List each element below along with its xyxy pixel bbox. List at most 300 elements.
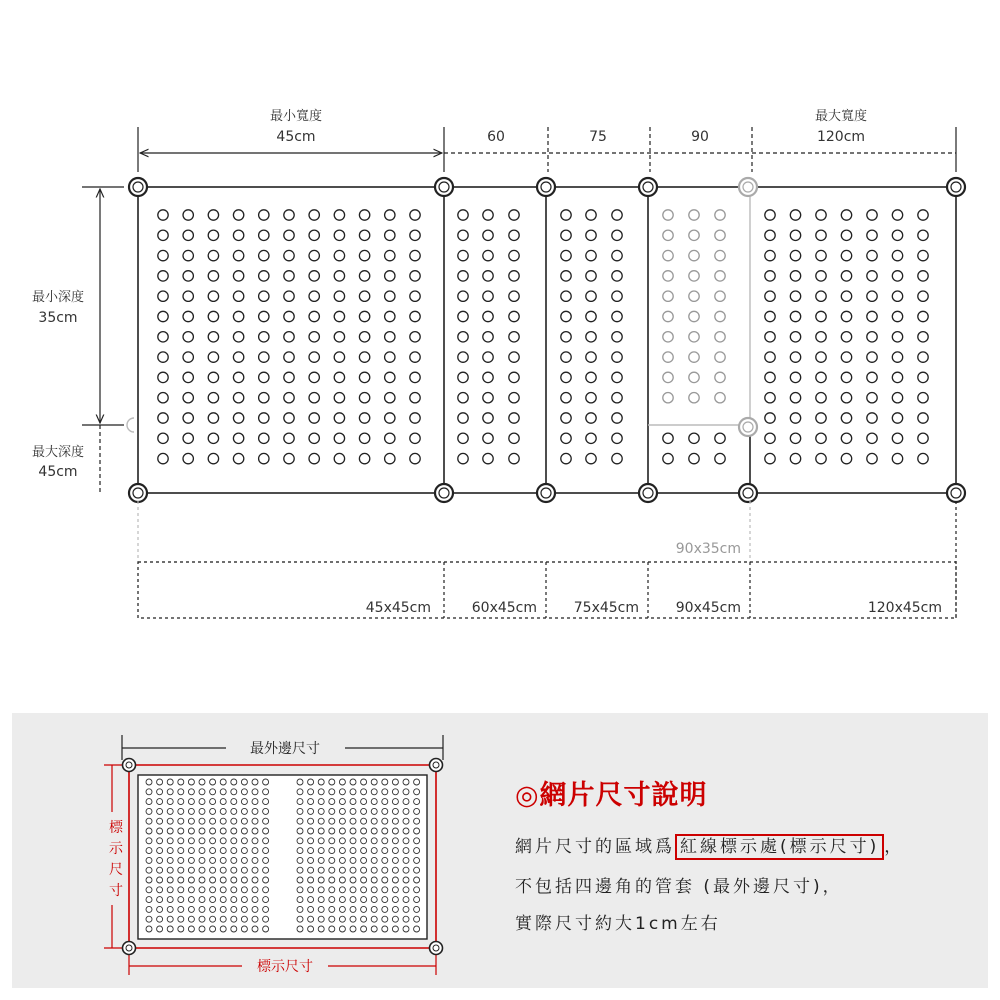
mesh-hole bbox=[841, 230, 851, 240]
mesh-hole bbox=[458, 210, 468, 220]
mesh-hole bbox=[309, 453, 319, 463]
mesh-hole bbox=[385, 291, 395, 301]
mesh-hole bbox=[765, 250, 775, 260]
mesh-hole bbox=[483, 271, 493, 281]
mesh-hole bbox=[509, 210, 519, 220]
mesh-hole bbox=[233, 311, 243, 321]
mesh-hole bbox=[663, 393, 673, 403]
mesh-hole bbox=[284, 453, 294, 463]
mesh-hole bbox=[334, 311, 344, 321]
mesh-hole bbox=[483, 433, 493, 443]
corner-grip bbox=[537, 178, 555, 196]
mesh-hole bbox=[765, 332, 775, 342]
mesh-hole bbox=[663, 372, 673, 382]
mesh-hole bbox=[586, 230, 596, 240]
mesh-hole bbox=[892, 210, 902, 220]
mesh-hole bbox=[867, 230, 877, 240]
mesh-hole bbox=[561, 311, 571, 321]
mesh-hole bbox=[663, 352, 673, 362]
mesh-hole bbox=[183, 433, 193, 443]
mesh-hole bbox=[359, 372, 369, 382]
mesh-hole bbox=[663, 250, 673, 260]
mesh-hole bbox=[689, 271, 699, 281]
mesh-hole bbox=[689, 230, 699, 240]
mesh-hole bbox=[259, 311, 269, 321]
mesh-hole bbox=[816, 433, 826, 443]
mesh-hole bbox=[586, 291, 596, 301]
corner-grip bbox=[947, 178, 965, 196]
size-outlines bbox=[138, 501, 956, 618]
mesh-hole bbox=[334, 372, 344, 382]
mesh-hole bbox=[158, 311, 168, 321]
mesh-hole bbox=[892, 271, 902, 281]
mesh-hole bbox=[334, 433, 344, 443]
mesh-hole bbox=[509, 372, 519, 382]
mesh-hole bbox=[612, 332, 622, 342]
mesh-hole bbox=[841, 291, 851, 301]
mesh-hole bbox=[208, 413, 218, 423]
mesh-hole bbox=[790, 453, 800, 463]
mesh-hole bbox=[309, 433, 319, 443]
mesh-hole bbox=[233, 393, 243, 403]
mesh-hole bbox=[359, 210, 369, 220]
mesh-hole bbox=[689, 433, 699, 443]
mesh-hole bbox=[233, 332, 243, 342]
mesh-hole bbox=[561, 332, 571, 342]
size-75x45: 75x45cm bbox=[573, 600, 639, 616]
mesh-hole bbox=[918, 210, 928, 220]
mesh-hole bbox=[385, 210, 395, 220]
mesh-hole bbox=[841, 352, 851, 362]
mesh-hole bbox=[715, 433, 725, 443]
corner-grip bbox=[739, 484, 757, 502]
max-width-value: 120cm bbox=[816, 129, 866, 145]
mesh-hole bbox=[892, 393, 902, 403]
corner-grip bbox=[537, 484, 555, 502]
mesh-hole bbox=[715, 393, 725, 403]
mesh-hole bbox=[509, 453, 519, 463]
mesh-hole bbox=[765, 210, 775, 220]
mesh-hole bbox=[458, 352, 468, 362]
mesh-hole bbox=[765, 291, 775, 301]
mesh-hole bbox=[867, 271, 877, 281]
panel-outlines bbox=[127, 187, 956, 493]
mesh-hole bbox=[359, 271, 369, 281]
mesh-hole bbox=[334, 230, 344, 240]
mesh-hole bbox=[284, 250, 294, 260]
mesh-hole bbox=[359, 250, 369, 260]
mesh-hole bbox=[663, 433, 673, 443]
mesh-hole bbox=[158, 393, 168, 403]
mesh-hole bbox=[612, 250, 622, 260]
corner-grip bbox=[435, 178, 453, 196]
mesh-hole bbox=[483, 393, 493, 403]
mesh-hole bbox=[816, 372, 826, 382]
red-marked-area-box: 紅線標示處(標示尺寸) bbox=[675, 834, 884, 860]
mesh-hole bbox=[259, 393, 269, 403]
mesh-hole bbox=[208, 433, 218, 443]
mesh-hole bbox=[334, 250, 344, 260]
mesh-hole bbox=[892, 230, 902, 240]
mesh-hole bbox=[309, 352, 319, 362]
mesh-hole bbox=[689, 453, 699, 463]
marked-size-label-vertical: 標示尺寸 bbox=[109, 820, 123, 899]
size-90x35: 90x35cm bbox=[675, 541, 741, 557]
mesh-hole bbox=[309, 271, 319, 281]
mesh-hole bbox=[816, 250, 826, 260]
mesh-hole bbox=[689, 332, 699, 342]
mesh-hole bbox=[892, 311, 902, 321]
mesh-hole bbox=[715, 250, 725, 260]
outer-size-label: 最外邊尺寸 bbox=[250, 741, 320, 757]
mesh-hole bbox=[867, 250, 877, 260]
mesh-hole bbox=[841, 372, 851, 382]
mesh-hole bbox=[458, 453, 468, 463]
mesh-hole bbox=[385, 332, 395, 342]
mesh-hole bbox=[359, 433, 369, 443]
mesh-hole bbox=[410, 230, 420, 240]
mesh-hole bbox=[458, 433, 468, 443]
mesh-hole bbox=[309, 413, 319, 423]
mesh-hole bbox=[816, 291, 826, 301]
small-corner-grip bbox=[123, 759, 136, 772]
mesh-hole bbox=[918, 433, 928, 443]
size-120x45: 120x45cm bbox=[867, 600, 942, 616]
mesh-hole bbox=[867, 291, 877, 301]
mesh-hole bbox=[483, 311, 493, 321]
mesh-hole bbox=[410, 453, 420, 463]
mesh-hole bbox=[410, 250, 420, 260]
mesh-hole bbox=[208, 352, 218, 362]
mesh-hole bbox=[309, 332, 319, 342]
mesh-hole bbox=[892, 332, 902, 342]
corner-grip bbox=[129, 178, 147, 196]
mesh-hole bbox=[259, 271, 269, 281]
mesh-hole bbox=[259, 453, 269, 463]
mesh-hole bbox=[284, 372, 294, 382]
mesh-hole bbox=[208, 210, 218, 220]
mesh-hole bbox=[715, 453, 725, 463]
max-depth-value: 45cm bbox=[38, 464, 78, 480]
mesh-hole bbox=[765, 271, 775, 281]
mesh-hole bbox=[483, 372, 493, 382]
mesh-hole bbox=[208, 250, 218, 260]
mesh-hole bbox=[233, 291, 243, 301]
mesh-hole bbox=[259, 332, 269, 342]
mesh-hole bbox=[233, 453, 243, 463]
mesh-hole bbox=[183, 372, 193, 382]
mesh-hole bbox=[359, 393, 369, 403]
mesh-hole bbox=[841, 332, 851, 342]
mesh-hole bbox=[715, 352, 725, 362]
mesh-hole bbox=[208, 271, 218, 281]
mesh-hole bbox=[586, 372, 596, 382]
mesh-hole bbox=[918, 352, 928, 362]
mesh-hole bbox=[158, 413, 168, 423]
mesh-hole bbox=[816, 413, 826, 423]
mesh-hole bbox=[385, 311, 395, 321]
mesh-hole bbox=[918, 393, 928, 403]
mesh-hole bbox=[334, 210, 344, 220]
mesh-hole bbox=[689, 250, 699, 260]
mesh-hole bbox=[586, 332, 596, 342]
mesh-hole bbox=[509, 230, 519, 240]
mesh-hole bbox=[208, 372, 218, 382]
size-60x45: 60x45cm bbox=[471, 600, 537, 616]
mesh-hole bbox=[208, 332, 218, 342]
mesh-hole bbox=[183, 393, 193, 403]
mesh-hole bbox=[612, 210, 622, 220]
mesh-hole bbox=[284, 291, 294, 301]
mesh-hole bbox=[816, 453, 826, 463]
mesh-hole bbox=[841, 433, 851, 443]
mesh-hole bbox=[385, 453, 395, 463]
mesh-hole bbox=[410, 332, 420, 342]
mesh-hole bbox=[483, 250, 493, 260]
mesh-hole bbox=[509, 311, 519, 321]
mesh-hole bbox=[867, 433, 877, 443]
mesh-hole bbox=[385, 413, 395, 423]
mesh-hole bbox=[816, 332, 826, 342]
mesh-hole bbox=[561, 453, 571, 463]
mesh-hole bbox=[309, 393, 319, 403]
mesh-hole bbox=[715, 291, 725, 301]
mesh-hole bbox=[458, 332, 468, 342]
mesh-hole bbox=[334, 291, 344, 301]
mesh-hole bbox=[158, 433, 168, 443]
mesh-hole bbox=[867, 393, 877, 403]
small-panel-illustration bbox=[123, 759, 443, 955]
mesh-hole bbox=[284, 311, 294, 321]
mesh-hole bbox=[715, 311, 725, 321]
info-heading: ◎網片尺寸說明 bbox=[515, 780, 708, 811]
info-line-1-prefix: 網片尺寸的區域爲 bbox=[515, 837, 675, 857]
mesh-hole bbox=[309, 230, 319, 240]
mesh-hole bbox=[183, 311, 193, 321]
width-mark-90: 90 bbox=[691, 129, 709, 145]
corner-grip bbox=[739, 418, 757, 436]
mesh-hole bbox=[918, 250, 928, 260]
mesh-hole bbox=[918, 332, 928, 342]
mesh-hole bbox=[561, 210, 571, 220]
mesh-hole bbox=[561, 413, 571, 423]
min-depth-value: 35cm bbox=[38, 310, 78, 326]
mesh-hole bbox=[586, 250, 596, 260]
mesh-hole bbox=[689, 352, 699, 362]
mesh-hole bbox=[359, 311, 369, 321]
mesh-hole bbox=[359, 230, 369, 240]
mesh-hole bbox=[867, 352, 877, 362]
mesh-hole bbox=[410, 210, 420, 220]
mesh-hole bbox=[918, 291, 928, 301]
mesh-hole bbox=[458, 311, 468, 321]
corner-grip bbox=[739, 178, 757, 196]
mesh-hole bbox=[385, 250, 395, 260]
mesh-hole bbox=[841, 210, 851, 220]
mesh-hole bbox=[208, 311, 218, 321]
mesh-hole bbox=[410, 413, 420, 423]
mesh-hole bbox=[284, 352, 294, 362]
mesh-hole bbox=[790, 311, 800, 321]
mesh-hole bbox=[208, 453, 218, 463]
mesh-hole bbox=[663, 230, 673, 240]
mesh-hole bbox=[586, 271, 596, 281]
mesh-hole bbox=[183, 210, 193, 220]
mesh-hole bbox=[841, 453, 851, 463]
mesh-hole bbox=[509, 271, 519, 281]
mesh-hole bbox=[867, 332, 877, 342]
mesh-hole bbox=[715, 271, 725, 281]
mesh-hole bbox=[334, 413, 344, 423]
mesh-hole bbox=[892, 372, 902, 382]
mesh-hole bbox=[483, 291, 493, 301]
mesh-hole bbox=[561, 250, 571, 260]
mesh-hole bbox=[715, 230, 725, 240]
mesh-hole bbox=[612, 230, 622, 240]
mesh-hole bbox=[689, 311, 699, 321]
mesh-hole bbox=[259, 291, 269, 301]
mesh-hole bbox=[233, 372, 243, 382]
mesh-hole bbox=[284, 230, 294, 240]
mesh-hole bbox=[612, 372, 622, 382]
mesh-hole bbox=[892, 291, 902, 301]
mesh-hole bbox=[208, 230, 218, 240]
mesh-hole bbox=[284, 393, 294, 403]
mesh-hole bbox=[309, 291, 319, 301]
mesh-hole bbox=[385, 230, 395, 240]
small-corner-grip bbox=[430, 759, 443, 772]
mesh-hole bbox=[612, 271, 622, 281]
mesh-hole bbox=[867, 210, 877, 220]
mesh-hole bbox=[359, 352, 369, 362]
info-line-3: 實際尺寸約大1cm左右 bbox=[515, 914, 721, 934]
mesh-hole bbox=[892, 433, 902, 443]
mesh-hole bbox=[509, 433, 519, 443]
mesh-hole bbox=[790, 250, 800, 260]
mesh-hole bbox=[483, 230, 493, 240]
mesh-hole bbox=[765, 393, 775, 403]
mesh-hole bbox=[816, 271, 826, 281]
mesh-hole bbox=[663, 210, 673, 220]
ghost-corner bbox=[127, 418, 134, 432]
mesh-hole bbox=[561, 372, 571, 382]
mesh-hole bbox=[561, 271, 571, 281]
mesh-hole bbox=[158, 250, 168, 260]
mesh-hole bbox=[689, 393, 699, 403]
mesh-hole bbox=[892, 453, 902, 463]
mesh-hole bbox=[816, 311, 826, 321]
mesh-hole bbox=[334, 453, 344, 463]
mesh-hole bbox=[892, 250, 902, 260]
mesh-hole bbox=[458, 372, 468, 382]
mesh-hole bbox=[586, 311, 596, 321]
mesh-hole bbox=[689, 210, 699, 220]
mesh-hole bbox=[715, 332, 725, 342]
mesh-hole bbox=[158, 210, 168, 220]
mesh-hole bbox=[765, 311, 775, 321]
mesh-hole bbox=[790, 271, 800, 281]
mesh-hole bbox=[561, 433, 571, 443]
min-width-label: 最小寬度 bbox=[269, 109, 323, 124]
mesh-hole bbox=[483, 453, 493, 463]
mesh-hole bbox=[790, 230, 800, 240]
corner-grip bbox=[639, 178, 657, 196]
mesh-hole bbox=[509, 291, 519, 301]
mesh-hole bbox=[715, 210, 725, 220]
size-45x45: 45x45cm bbox=[365, 600, 431, 616]
mesh-hole bbox=[284, 433, 294, 443]
mesh-hole bbox=[233, 250, 243, 260]
mesh-hole bbox=[790, 413, 800, 423]
mesh-hole bbox=[765, 372, 775, 382]
mesh-hole bbox=[689, 372, 699, 382]
mesh-hole bbox=[765, 352, 775, 362]
mesh-hole bbox=[561, 291, 571, 301]
mesh-hole bbox=[765, 230, 775, 240]
mesh-hole bbox=[410, 352, 420, 362]
mesh-hole bbox=[586, 413, 596, 423]
mesh-hole bbox=[816, 352, 826, 362]
mesh-hole bbox=[309, 311, 319, 321]
mesh-hole bbox=[892, 352, 902, 362]
mesh-hole bbox=[259, 372, 269, 382]
mesh-hole bbox=[586, 453, 596, 463]
mesh-hole bbox=[334, 271, 344, 281]
mesh-hole bbox=[309, 250, 319, 260]
corner-grip bbox=[639, 484, 657, 502]
mesh-hole bbox=[612, 393, 622, 403]
mesh-hole bbox=[765, 453, 775, 463]
mesh-hole bbox=[867, 372, 877, 382]
mesh-hole bbox=[309, 210, 319, 220]
mesh-hole bbox=[385, 271, 395, 281]
mesh-hole bbox=[233, 433, 243, 443]
mesh-hole bbox=[410, 393, 420, 403]
mesh-hole bbox=[284, 413, 294, 423]
mesh-hole bbox=[385, 393, 395, 403]
mesh-hole bbox=[458, 393, 468, 403]
mesh-hole bbox=[233, 210, 243, 220]
mesh-hole bbox=[561, 230, 571, 240]
mesh-hole bbox=[233, 230, 243, 240]
mesh-hole bbox=[612, 413, 622, 423]
mesh-hole bbox=[816, 230, 826, 240]
mesh-hole bbox=[158, 291, 168, 301]
mesh-hole bbox=[284, 271, 294, 281]
mesh-hole bbox=[359, 291, 369, 301]
mesh-hole bbox=[309, 372, 319, 382]
mesh-hole bbox=[385, 372, 395, 382]
mesh-hole bbox=[183, 230, 193, 240]
mesh-hole bbox=[158, 453, 168, 463]
mesh-hole bbox=[385, 352, 395, 362]
mesh-hole bbox=[233, 413, 243, 423]
mesh-hole bbox=[790, 291, 800, 301]
mesh-hole bbox=[410, 372, 420, 382]
mesh-hole bbox=[483, 413, 493, 423]
mesh-hole bbox=[841, 250, 851, 260]
mesh-hole bbox=[208, 393, 218, 403]
depth-dimensions bbox=[32, 187, 124, 493]
mesh-hole bbox=[918, 453, 928, 463]
mesh-hole bbox=[765, 413, 775, 423]
mesh-hole bbox=[586, 352, 596, 362]
mesh-hole bbox=[509, 352, 519, 362]
mesh-hole bbox=[790, 433, 800, 443]
mesh-hole bbox=[284, 210, 294, 220]
marked-size-label-bottom: 標示尺寸 bbox=[257, 959, 313, 975]
mesh-hole bbox=[183, 250, 193, 260]
